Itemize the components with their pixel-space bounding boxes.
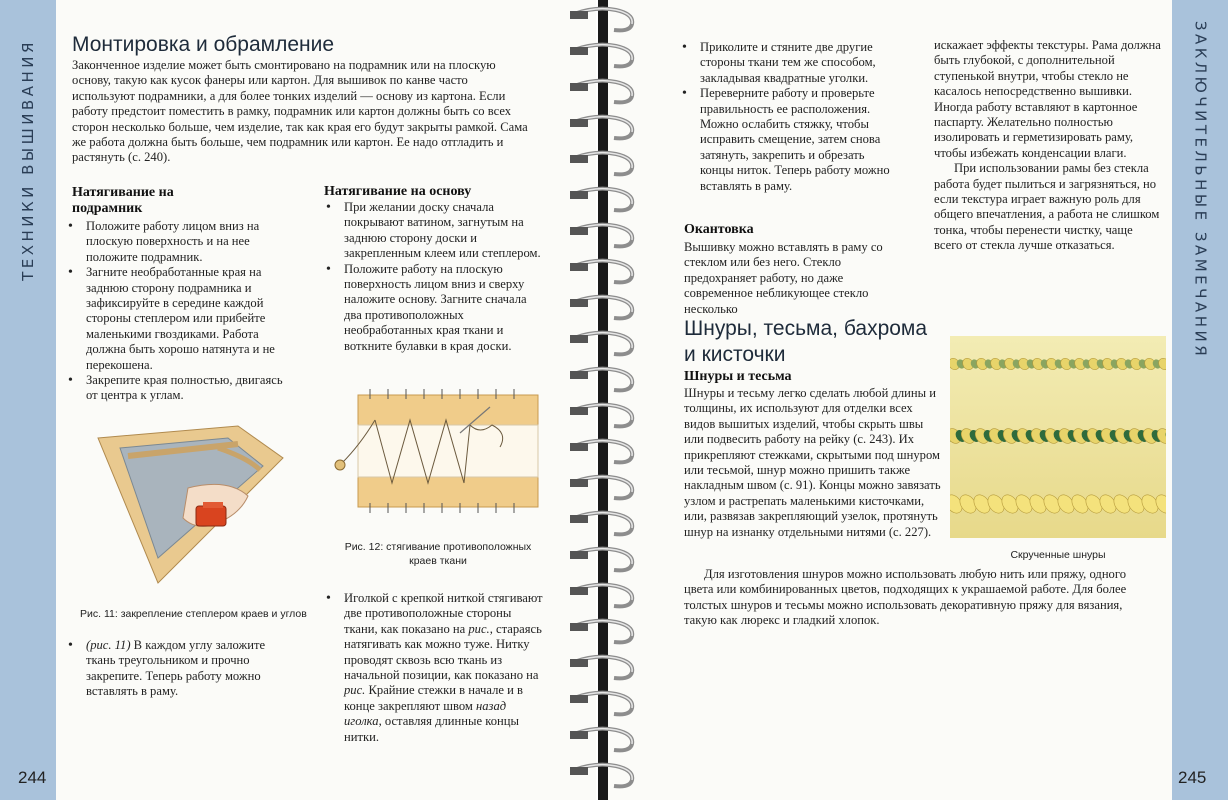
right-page xyxy=(604,0,1228,800)
stretching-base-item: • При желании доску сначала покрывают ватином, загнутым на заднюю сторону доски и закрепленным клеем или степлером. xyxy=(322,200,546,262)
stretching-base-list xyxy=(322,200,546,354)
stretching-base-item: • Положите работу на плоскую поверхность лицом вниз и сверху наложите основу. Загните сначала два противоположных необработанных края ткани и воткните булавки в края доски. xyxy=(322,262,546,354)
cords-paragraph-2: Для изготовления шнуров можно использовать любую нить или пряжу, одного цвета или комбинированных цветов, подходящих к украшаемой работе. Для более толстых шнуров и тесьмы можно использовать декоративную пряжу для вязания, такую как люрекс и гладкий хлопок. xyxy=(684,567,1127,628)
cords-paragraph: Шнуры и тесьму легко сделать любой длины и толщины, их используют для отделки всех видов вышитых изделий, чтобы скрыть швы или подвесить работу на рейку (с. 243). Их прикрепляют стежками, скрытыми под шнуром или тесьмой, шнур можно пришить также накладным швом (с. 91). Концы можно завязать узлом и растрепать маленькими кисточками, или, развязав закрепляющий узелок, протянуть шнур на изнанку отдельными нитями (с. 227). xyxy=(684,386,941,539)
twisted-cords-photo xyxy=(950,336,1166,538)
stretching-frame-heading: Натягивание на подрамник xyxy=(72,185,174,216)
page-title: Монтировка и обрамление xyxy=(72,33,335,56)
stretching-frame-item: • Положите работу лицом вниз на плоскую поверхность и на нее положите подрамник. xyxy=(64,219,286,265)
stretching-frame-list xyxy=(64,219,286,404)
page-number-left: 244 xyxy=(18,768,47,787)
stretching-frame-item: • Закрепите края полностью, двигаясь от центра к углам. xyxy=(64,373,286,404)
left-side-band xyxy=(0,0,56,800)
spiral-binding xyxy=(566,0,646,800)
okantovka-heading: Окантовка xyxy=(684,222,754,237)
okantovka-paragraph: Вышивку можно вставлять в раму со стеклом или без него. Стекло предохраняет работу, но даже современное небликующее стекло несколько xyxy=(684,240,883,316)
left-side-title: ТЕХНИКИ ВЫШИВАНИЯ xyxy=(19,39,37,281)
figure-11-caption: Рис. 11: закрепление степлером краев и углов xyxy=(80,608,307,620)
figure-12-caption: Рис. 12: стягивание противоположных краев ткани xyxy=(344,541,532,567)
photo-caption: Скрученные шнуры xyxy=(1010,549,1106,561)
corner-bullet-list xyxy=(64,638,292,700)
needle-bullet: • Иголкой с крепкой ниткой стягивают две противоположные стороны ткани, как показано на рис., стараясь натягивать как можно туже. Нитку проводят сквозь всю ткань из начальной позиции, как показано на рис. Крайние стежки в начале и в конце закрепляют швом назад иголка, оставляя длинные концы нитки. xyxy=(322,591,544,745)
figure-12-illustration xyxy=(330,385,540,520)
page-number-right: 245 xyxy=(1178,768,1207,787)
framing-column: искажает эффекты текстуры. Рама должна быть глубокой, с дополнительной ступенькой внутри, чтобы стекло не касалось непосредственно вышивки. Иногда работу вставляют в картонное паспарту. Желательно полностью изолировать и герметизировать раму, чтобы избежать конденсации влаги. При использовании рамы без стекла работа будет пылиться и загрязняться, но если текстура играет важную роль для общего впечатления, а работа не слишком тонка, чтобы перенести чистку, чаще всего от стекла лучше отказаться. xyxy=(934,38,1161,253)
section-title: Шнуры, тесьма, бахрома и кисточки xyxy=(684,317,928,366)
right-side-band xyxy=(1172,0,1228,800)
stretching-base-heading: Натягивание на основу xyxy=(324,184,472,199)
figure-11-illustration xyxy=(88,418,288,588)
cords-heading: Шнуры и тесьма xyxy=(684,369,792,384)
left-page xyxy=(0,0,596,800)
right-side-title: ЗАКЛЮЧИТЕЛЬНЫЕ ЗАМЕЧАНИЯ xyxy=(1191,20,1209,360)
needle-bullet-list xyxy=(322,591,544,745)
corner-bullet: • (рис. 11) В каждом углу заложите ткань треугольником и прочно закрепите. Теперь работу можно вставлять в раму. xyxy=(64,638,292,700)
right-bullet-item: • Приколите и стяните две другие стороны ткани тем же способом, закладывая квадратные уголки. xyxy=(678,40,898,86)
right-bullet-item: • Переверните работу и проверьте правильность ее расположения. Можно ослабить стяжку, чтобы исправить смещение, затем снова затянуть, закрепить и обрезать концы ниток. Теперь работу можно вставлять в раму. xyxy=(678,86,898,194)
stretching-frame-item: • Загните необработанные края на заднюю сторону подрамника и зафиксируйте в середине каждой стороны степлером или прибейте маленькими гвоздиками. Работа должна быть хорошо натянута и не перекошена. xyxy=(64,265,286,373)
right-bullet-list xyxy=(678,40,898,194)
intro-paragraph: Законченное изделие может быть смонтировано на подрамник или на плоскую основу, такую как кусок фанеры или картон. Для вышивок по канве часто используют подрамники, а для более тонких изделий — основу из картона. Если работу предстоит поместить в рамку, подрамник или картон должны быть со всех сторон несколько больше, чем изделие, так как края его будут закрыты рамкой. Сама же работа должна быть больше, чем подрамник или картон. Ее надо отгладить и растянуть (с. 240). xyxy=(72,58,528,165)
